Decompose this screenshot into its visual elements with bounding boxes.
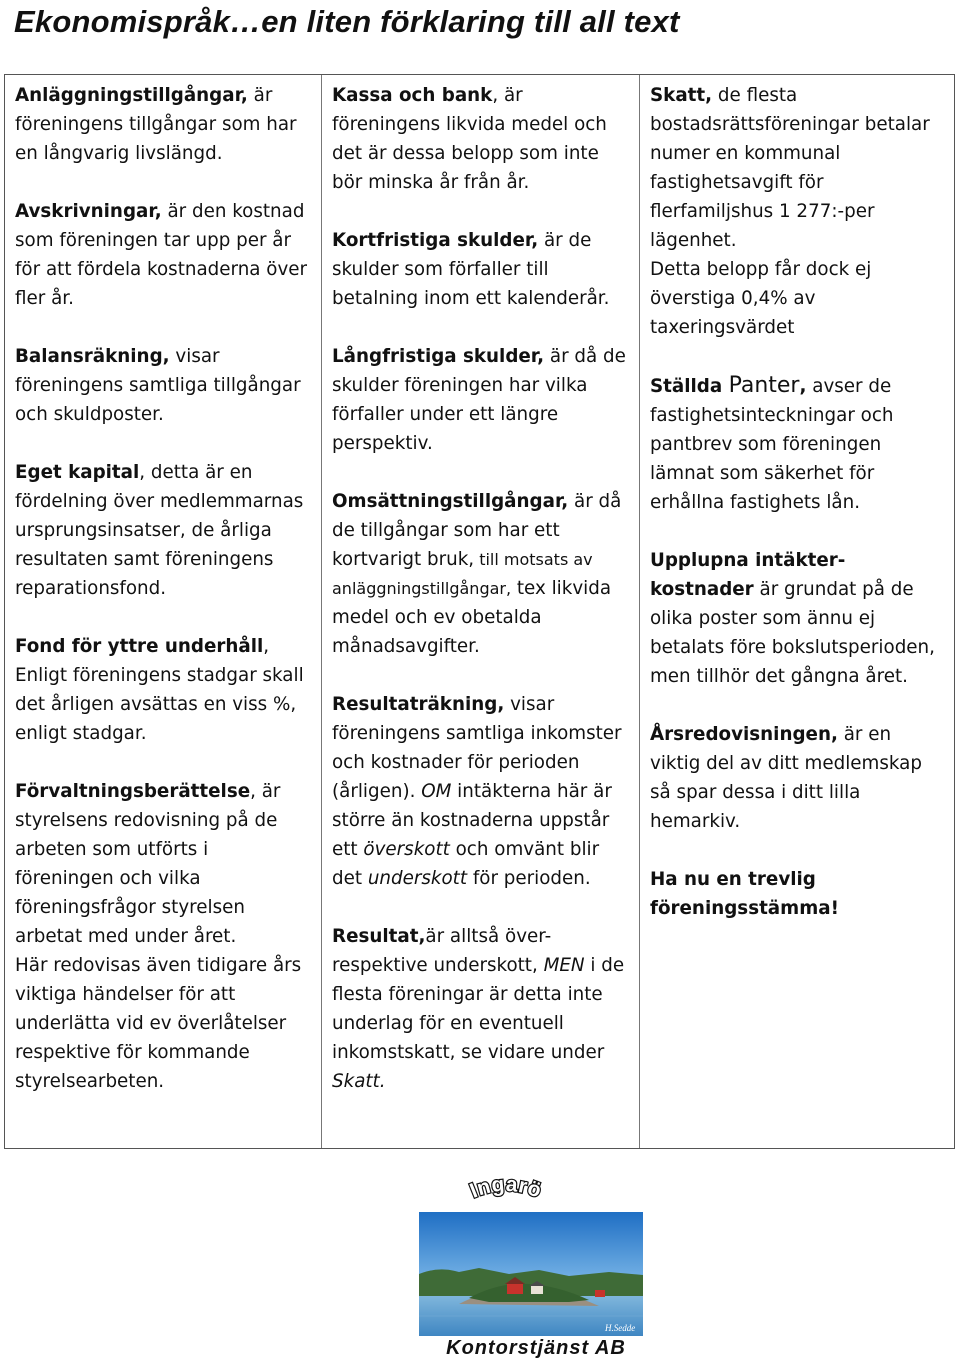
definition: i de flesta föreningar är detta inte underlag för en eventuell inkomstskatt, se vidare under xyxy=(332,955,625,1063)
term: Resultat, xyxy=(332,926,426,947)
entry-resultat xyxy=(332,922,629,1096)
term: Resultaträkning, xyxy=(332,694,505,715)
emphasis: överskott xyxy=(363,839,450,860)
definition: för perioden. xyxy=(467,868,591,889)
term: Anläggningstillgångar, xyxy=(15,85,248,106)
emphasis: OM xyxy=(421,781,452,802)
definition: är föreningens tillgångar som har en långvarig livslängd. xyxy=(15,85,297,164)
entry-balansrakning xyxy=(15,342,311,429)
definition: de flesta bostadsrättsföreningar betalar numer en kommunal fastighetsavgift för flerfamiljshus 1 277:-per lägenhet. xyxy=(650,85,930,251)
entry-closing xyxy=(650,865,944,923)
definition: , är föreningens likvida medel och det är dessa belopp som inte bör minska år från år. xyxy=(332,85,607,193)
definition: är då de tillgångar som har ett kortvarigt bruk, xyxy=(332,491,622,570)
definition: är de skulder som förfaller till betalning inom ett kalenderår. xyxy=(332,230,610,309)
entry-langfristiga-skulder xyxy=(332,342,629,458)
entry-forvaltningsberattelse xyxy=(15,777,311,951)
emphasis: MEN xyxy=(543,955,585,976)
definition: intäkterna här är större än kostnaderna uppstår ett xyxy=(332,781,612,860)
entry-forvaltningsberattelse-cont: Här redovisas även tidigare års viktiga händelser för att underlätta vid ev överlåtelser respektive för kommande styrelsearbeten. xyxy=(15,955,302,1092)
term: Årsredovisningen, xyxy=(650,724,838,745)
term: , xyxy=(799,376,807,397)
entry-skatt-cont: Detta belopp får dock ej överstiga 0,4% av taxeringsvärdet xyxy=(650,259,872,338)
definition: är alltså över-respektive underskott, xyxy=(332,926,552,976)
definition: är grundat på de olika poster som ännu ej betalats före bokslutsperioden, men tillhör det gångna året. xyxy=(650,579,935,687)
definition: är den kostnad som föreningen tar upp per år för att fördela kostnaderna över fler år. xyxy=(15,201,308,309)
entry-avskrivningar xyxy=(15,197,311,313)
photo-signature: H.Sedde xyxy=(605,1323,636,1333)
entry-stallda-panter xyxy=(650,371,944,517)
entry-skatt xyxy=(650,81,944,255)
term: Fond för yttre underhåll xyxy=(15,636,264,657)
entry-kortfristiga-skulder xyxy=(332,226,629,313)
definition: , Enligt föreningens stadgar skall det årligen avsättas en viss %, enligt stadgar. xyxy=(15,636,304,744)
definition: , detta är en fördelning över medlemmarnas ursprungsinsatser, de årliga resultaten samt föreningens reparationsfond. xyxy=(15,462,304,599)
glossary-column-1 xyxy=(5,75,322,1148)
emphasis: Skatt. xyxy=(332,1071,386,1092)
entry-eget-kapital xyxy=(15,458,311,603)
closing-line: Ha nu en trevlig föreningsstämma! xyxy=(650,869,839,919)
term: Avskrivningar, xyxy=(15,201,162,222)
term: Ställda xyxy=(650,376,729,397)
entry-arsredovisningen xyxy=(650,720,944,836)
glossary-table xyxy=(4,74,955,1149)
page-title: Ekonomispråk…en liten förklaring till all text xyxy=(14,4,680,39)
entry-omsattningstillgangar xyxy=(332,487,629,661)
term: Balansräkning, xyxy=(15,346,170,367)
definition: är en viktig del av ditt medlemskap så spar dessa i ditt lilla hemarkiv. xyxy=(650,724,922,832)
term: Upplupna intäkter-kostnader xyxy=(650,550,846,600)
entry-fond-yttre-underhall xyxy=(15,632,311,748)
term: Kassa och bank xyxy=(332,85,493,106)
emphasis: underskott xyxy=(367,868,468,889)
svg-text:Ingarö xyxy=(467,1173,545,1203)
entry-anlaggningstillgangar xyxy=(15,81,311,168)
glossary-column-3 xyxy=(640,75,954,1148)
definition: visar föreningens samtliga inkomster och kostnader för perioden (årligen). xyxy=(332,694,622,802)
term: Förvaltningsberättelse xyxy=(15,781,251,802)
term: Långfristiga skulder, xyxy=(332,346,545,367)
term: Omsättningstillgångar, xyxy=(332,491,569,512)
definition: visar föreningens samtliga tillgångar och skuldposter. xyxy=(15,346,301,425)
definition-small: till motsats av anläggningstillgångar, xyxy=(332,550,593,598)
definition: tex likvida medel och ev obetalda månadsavgifter. xyxy=(332,578,612,657)
definition: är då de skulder föreningen har vilka förfaller under ett längre perspektiv. xyxy=(332,346,626,454)
logo-text: Ingarö xyxy=(466,1172,545,1203)
archipelago-photo xyxy=(419,1212,643,1336)
glossary-column-2 xyxy=(322,75,640,1148)
entry-resultatrakning xyxy=(332,690,629,893)
company-name: Kontorstjänst AB xyxy=(446,1337,626,1359)
term: Kortfristiga skulder, xyxy=(332,230,539,251)
definition: avser de fastighetsinteckningar och pantbrev som föreningen lämnat som säkerhet för erhållna fastighets lån. xyxy=(650,376,894,513)
entry-kassa-och-bank xyxy=(332,81,629,197)
term: Skatt, xyxy=(650,85,713,106)
entry-upplupna xyxy=(650,546,944,691)
ingaro-logo xyxy=(458,1172,554,1208)
term: Eget kapital xyxy=(15,462,140,483)
definition: , är styrelsens redovisning på de arbeten som utförts i föreningen och vilka föreningsfrågor styrelsen arbetat med under året. xyxy=(15,781,281,947)
term-large: Panter xyxy=(728,373,800,398)
definition: och omvänt blir det xyxy=(332,839,600,889)
